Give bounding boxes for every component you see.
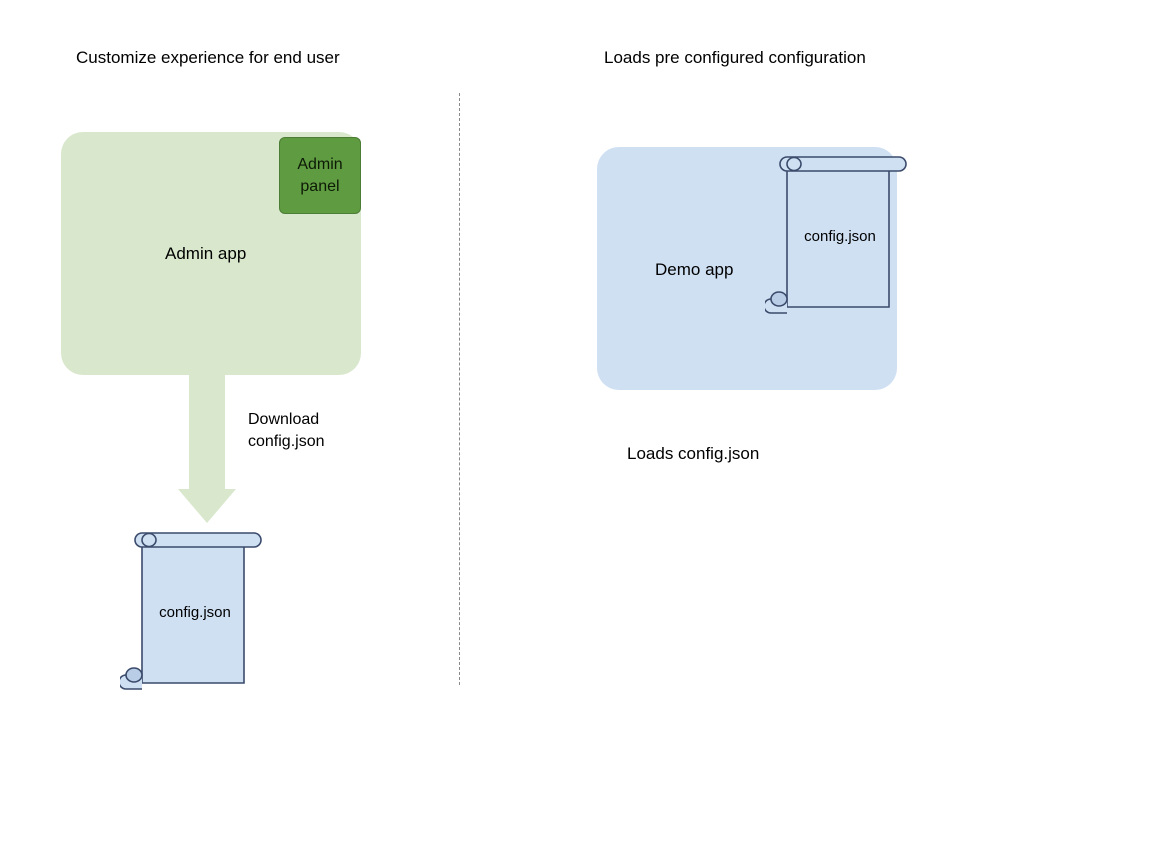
admin-app-label: Admin app (165, 244, 247, 263)
download-arrow-label-line2: config.json (248, 433, 325, 451)
demo-app-label: Demo app (655, 260, 734, 279)
config-file-right (765, 149, 915, 319)
config-file-right-label: config.json (804, 228, 876, 245)
loads-config-caption: Loads config.json (627, 444, 760, 463)
download-arrow-label (248, 409, 325, 454)
config-file-left-label: config.json (159, 604, 231, 621)
config-file-left (120, 525, 270, 695)
admin-panel-button[interactable] (279, 137, 361, 214)
download-arrow-shaft (189, 375, 225, 489)
download-arrow-label-line1: Download (248, 411, 320, 428)
admin-panel-label-line1: Admin (297, 155, 343, 173)
right-section-heading: Loads pre configured configuration (604, 48, 866, 67)
section-divider (459, 93, 460, 685)
download-arrow-head (178, 489, 236, 523)
admin-panel-label-line2: panel (300, 177, 340, 195)
left-section-heading: Customize experience for end user (76, 48, 340, 67)
